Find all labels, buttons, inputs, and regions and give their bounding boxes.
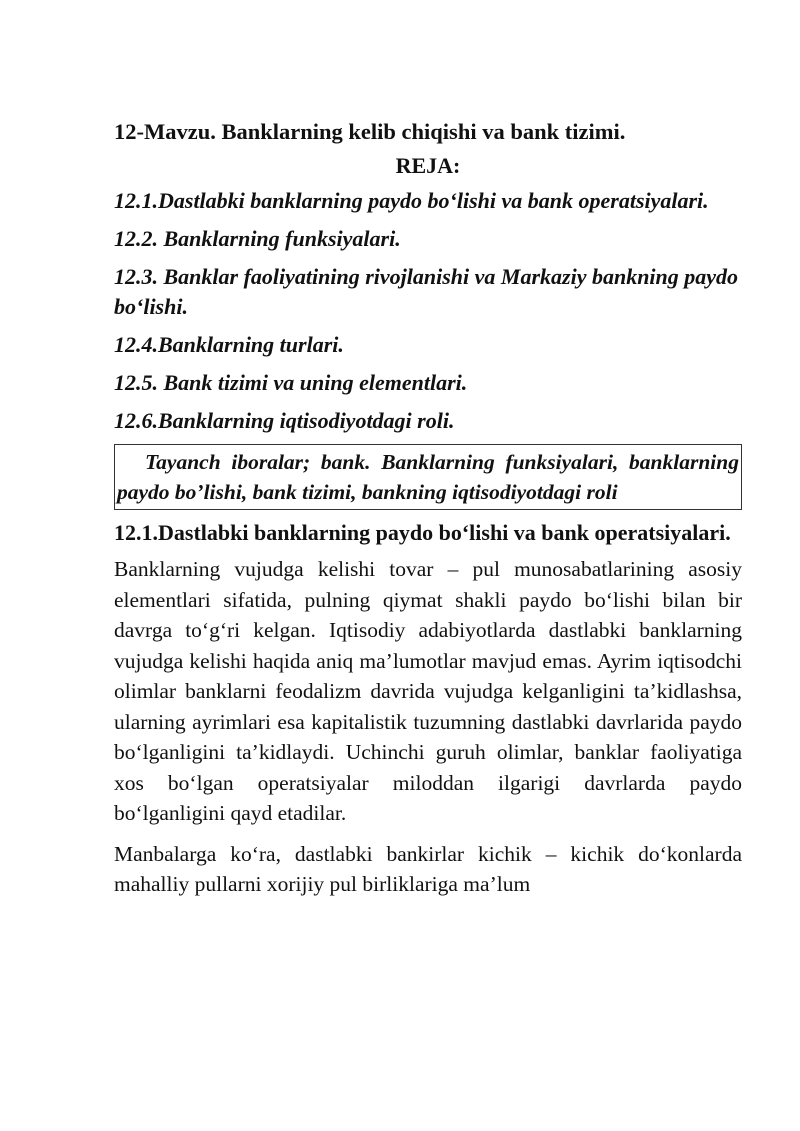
plan-item-12-4: 12.4.Banklarning turlari. — [114, 332, 344, 357]
plan-item-12-3: 12.3. Banklar faoliyatining rivojlanishi va Markaziy bankning paydo bo‘lishi. — [114, 264, 739, 319]
body-paragraph-1: Banklarning vujudga kelishi tovar – pul munosabatlarining asosiy elementlari sifatida, pulning qiymat shakli paydo bo‘lishi bilan bir davrga to‘g‘ri kelgan. Iqtisodiy adabiyotlarda dastlabki banklarning vujudga kelishi haqida aniq ma’lumotlar mavjud emas. Ayrim iqtisodchi olimlar banklarni feodalizm davrida vujudga kelganligini ta’kidlashsa, ularning ayrimlari esa kapitalistik tuzumning dastlabki davrlarida paydo bo‘lganligini ta’kidlaydi. Uchinchi guruh olimlar, banklar faoliyatiga xos bo‘lgan operatsiyalar miloddan ilgarigi davrlarda paydo bo‘lganligini qayd etadilar. — [114, 557, 742, 825]
document-page — [114, 116, 742, 910]
body-paragraph-2: Manbalarga ko‘ra, dastlabki bankirlar kichik – kichik do‘konlarda mahalliy pullarni xorijiy pul birliklariga ma’lum — [114, 841, 742, 896]
plan-list — [114, 186, 742, 436]
plan-item-12-5: 12.5. Bank tizimi va uning elementlari. — [114, 370, 468, 395]
topic-title: 12-Mavzu. Banklarning kelib chiqishi va bank tizimi. — [114, 119, 626, 144]
plan-item-12-6: 12.6.Banklarning iqtisodiyotdagi roli. — [114, 408, 455, 433]
plan-item-12-2: 12.2. Banklarning funksiyalari. — [114, 226, 401, 251]
section-heading: 12.1.Dastlabki banklarning paydo bo‘lishi va bank operatsiyalari. — [114, 520, 731, 545]
keywords-text: Tayanch iboralar; bank. Banklarning funksiyalari, banklarning paydo bo’lishi, bank tizimi, bankning iqtisodiyotdagi roli — [117, 450, 739, 504]
plan-item-12-1: 12.1.Dastlabki banklarning paydo bo‘lishi va bank operatsiyalari. — [114, 188, 709, 213]
keywords-box — [114, 444, 742, 510]
plan-heading: REJA: — [395, 153, 461, 178]
